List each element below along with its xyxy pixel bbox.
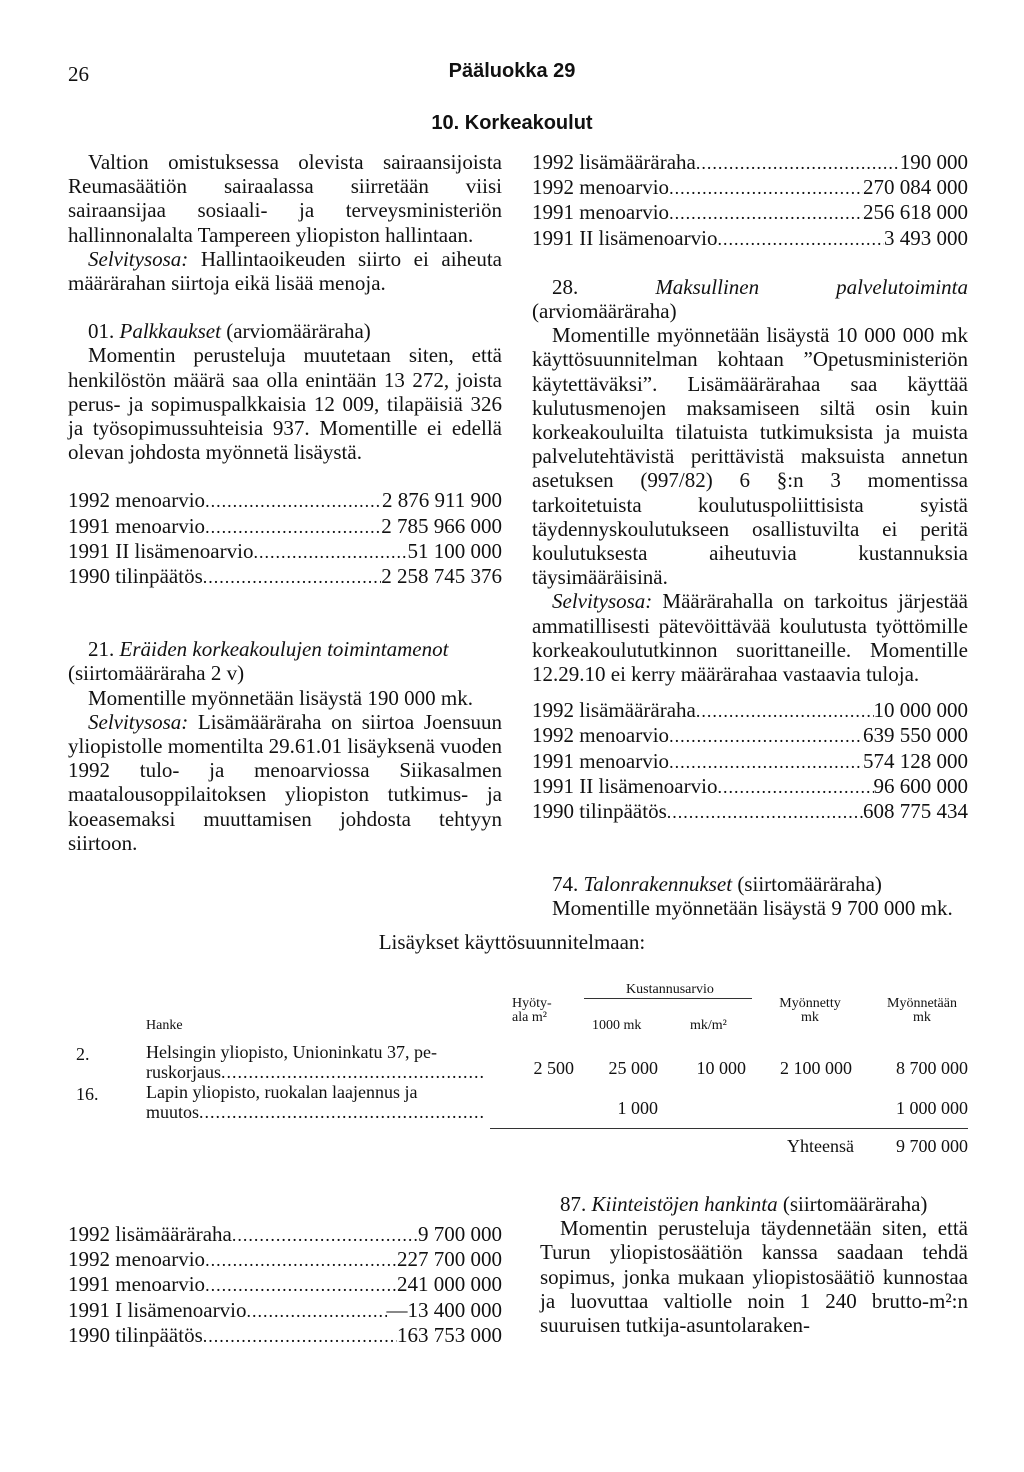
- figure-label: 1991 menoarvio: [532, 200, 670, 225]
- figure-value: 163 753 000: [397, 1322, 502, 1347]
- figure-label: 1991 I lisämenoarvio: [68, 1297, 247, 1322]
- figure-label: 1992 menoarvio: [68, 488, 206, 513]
- total-rule: [490, 1128, 968, 1129]
- figure-row: [68, 488, 502, 513]
- row-name-cont: ruskorjaus: [146, 1062, 221, 1082]
- table-title: Lisäykset käyttösuunnitelmaan:: [378, 930, 646, 954]
- figure-label: 1990 tilinpäätös: [532, 799, 667, 824]
- row-name-line1: Lapin yliopisto, ruokalan laajennus ja: [146, 1082, 418, 1102]
- item-type: (arviomääräraha): [532, 299, 677, 324]
- figure-row: [68, 514, 502, 539]
- header-mk-m2: mk/m²: [690, 1018, 727, 1033]
- figure-label: 1991 menoarvio: [532, 748, 670, 773]
- figure-label: 1991 II lisämenoarvio: [532, 225, 718, 250]
- figure-row: [68, 539, 502, 564]
- figure-row: [532, 175, 968, 200]
- page-number: 26: [68, 62, 89, 86]
- figure-row: [68, 1247, 502, 1272]
- row-1000mk: 1 000: [617, 1098, 658, 1118]
- item21-type: (siirtomääräraha 2 v): [68, 661, 245, 686]
- figure-value: —13 400 000: [386, 1297, 502, 1322]
- item21-figures: [532, 150, 968, 251]
- figure-label: 1990 tilinpäätös: [68, 1322, 203, 1347]
- item28-figures: [532, 698, 968, 824]
- item21-selvitys: [68, 710, 502, 855]
- figure-label: 1991 menoarvio: [68, 1272, 206, 1297]
- figure-row: [532, 200, 968, 225]
- figure-value: 639 550 000: [863, 723, 968, 748]
- figure-value: 3 493 000: [884, 225, 968, 250]
- header-myonnetty: Myönnetty: [779, 996, 841, 1011]
- figure-label: 1991 menoarvio: [68, 513, 206, 538]
- intro-paragraph: Valtion omistuksessa olevista sairaansijoista Reumasäätiön sairaalassa siirretään viisi sairaansijaa sosiaali- ja terveysministeriön hallinnonalalta Tampereen yliopiston hallintaan.: [68, 150, 502, 247]
- selvitys-label: Selvitysosa:: [552, 589, 653, 614]
- figure-row: [68, 1298, 502, 1323]
- header-myonnetaan: Myönnetään: [887, 996, 957, 1011]
- figure-label: 1992 lisämääräraha: [532, 698, 696, 723]
- figure-row: [68, 1222, 502, 1247]
- selvitys-text: Hallintaoikeuden siirto ei aiheuta määrärahan siirtoja eikä lisää menoja.: [68, 246, 502, 296]
- figure-value: 2 785 966 000: [381, 513, 502, 538]
- figure-row: [532, 150, 968, 175]
- item-type: (siirtomääräraha): [777, 1192, 928, 1216]
- header-myonnetty-unit: mk: [801, 1010, 819, 1025]
- selvitys-label: Selvitysosa:: [88, 709, 189, 734]
- item01-heading: [68, 319, 502, 343]
- header-hyotyala: Hyöty-: [512, 996, 552, 1011]
- item-number: 87.: [560, 1192, 587, 1216]
- figure-value: 608 775 434: [863, 799, 968, 824]
- running-title: Pääluokka 29: [448, 60, 576, 82]
- header-hyotyala-unit: ala m²: [512, 1010, 547, 1025]
- selvitys-label: Selvitysosa:: [88, 246, 189, 271]
- figure-label: 1992 menoarvio: [68, 1247, 206, 1272]
- item-number: 21.: [88, 637, 115, 662]
- figure-row: [532, 799, 968, 824]
- figure-row: [532, 774, 968, 799]
- row-name-cont: muutos: [146, 1102, 200, 1122]
- bottom-right-column: [540, 1192, 968, 1337]
- header-kustannusarvio: Kustannusarvio: [626, 982, 714, 997]
- item-number: 74.: [552, 872, 579, 897]
- header-rule: [584, 998, 752, 999]
- figure-label: 1990 tilinpäätös: [68, 564, 203, 589]
- item-number: 28.: [552, 274, 579, 299]
- bottom-left-figures: [68, 1222, 502, 1348]
- item-title: Maksullinen palvelutoiminta: [655, 274, 968, 299]
- left-column: [68, 150, 502, 855]
- item-title: Palkkaukset: [119, 319, 221, 344]
- item87-text: Momentin perusteluja täydennetään siten, että Turun yliopistosäätiön kanssa saadaan tehdä sopimus, jonka mukaan yliopistosäätiö kunnostaa ja luovuttaa valtiolle noin 1 240 brutto-m²:n suuruisen tutkija-asuntolaraken-: [540, 1216, 968, 1338]
- figure-value: 51 100 000: [407, 538, 502, 563]
- row-myonnetty: 2 100 000: [780, 1058, 852, 1078]
- figure-value: 9 700 000: [418, 1222, 502, 1246]
- header-hanke: Hanke: [146, 1018, 183, 1033]
- item28-text: Momentille myönnetään lisäystä 10 000 000 mk käyttösuunnitelman kohtaan ”Opetusministeriön käytettäväksi”. Lisämäärärahaa saa käyttää kulutusmenojen maksamiseen siltä osin kuin korkeakouluilta tilatuista tutkimuksista ja muista palvelutehtävistä perittävistä maksuista annetun asetuksen (997/82) 6 §:n 3 momentissa tarkoitetuista koulutuspoliittisista syistä täydennyskoulutukseen osallistuvilta ei peritä koulutuksesta aiheutuvia kustannuksia täysimääräisinä.: [532, 323, 968, 590]
- figure-value: 96 600 000: [873, 773, 968, 798]
- row-mk-m2: 10 000: [696, 1058, 746, 1078]
- figure-row: [532, 698, 968, 723]
- row-myonnetaan: 1 000 000: [896, 1098, 968, 1118]
- item01-figures: [68, 488, 502, 589]
- figure-value: 270 084 000: [863, 175, 968, 200]
- row-ala: 2 500: [533, 1058, 574, 1078]
- figure-label: 1992 menoarvio: [532, 723, 670, 748]
- figure-label: 1991 II lisämenoarvio: [532, 773, 718, 798]
- header-1000mk: 1000 mk: [592, 1018, 642, 1033]
- item-type: (arviomääräraha): [220, 319, 371, 344]
- figure-value: 256 618 000: [863, 200, 968, 225]
- row-number: 16.: [76, 1084, 99, 1104]
- figure-label: 1992 lisämääräraha: [532, 150, 696, 174]
- row-myonnetaan: 8 700 000: [896, 1058, 968, 1078]
- figure-row: [68, 564, 502, 589]
- item28-selvitys: [532, 589, 968, 686]
- row-number: 2.: [76, 1044, 90, 1064]
- item21-text: Momentille myönnetään lisäystä 190 000 mk.: [88, 685, 473, 710]
- figure-value: 190 000: [899, 150, 968, 174]
- item-title: Eräiden korkeakoulujen toimintamenot: [119, 637, 449, 662]
- item21-heading: [68, 637, 502, 661]
- figure-value: 2 258 745 376: [381, 564, 502, 589]
- item28-heading: [532, 275, 968, 323]
- figure-row: [532, 226, 968, 251]
- item74-heading: [532, 872, 968, 896]
- total-label: Yhteensä: [787, 1136, 854, 1156]
- item-title: Talonrakennukset: [583, 872, 733, 897]
- figure-label: 1992 lisämääräraha: [68, 1222, 232, 1246]
- figure-label: 1991 II lisämenoarvio: [68, 538, 254, 563]
- figure-value: 10 000 000: [873, 698, 968, 723]
- item74-text: Momentille myönnetään lisäystä 9 700 000 mk.: [552, 896, 953, 921]
- item-number: 01.: [88, 319, 115, 344]
- intro-selvitys: [68, 247, 502, 295]
- header-myonnetaan-unit: mk: [913, 1010, 931, 1025]
- selvitys-text: Lisämääräraha on siirtoa Joensuun yliopistolle momentilta 29.61.01 lisäyksenä vuoden 1992 tulo- ja menoarviossa Siikasalmen maatalousoppilaitoksen yliopiston tutkimus- ja koeasemaksi muuttamisen johdosta tehtyyn siirtoon.: [68, 709, 502, 855]
- item-type: (siirtomääräraha): [732, 872, 882, 897]
- right-column: [532, 150, 968, 921]
- item87-heading: [540, 1192, 968, 1216]
- item01-text: Momentin perusteluja muutetaan siten, että henkilöstön määrä saa olla enintään 13 272, joista perus- ja sopimuspalkkaisia 12 009, tilapäisiä 326 ja työsopimussuhteisia 937. Momentille ei edellä olevan johdosta myönnetä lisäystä.: [68, 343, 502, 465]
- row-name-line1: Helsingin yliopisto, Unioninkatu 37, pe-: [146, 1042, 437, 1062]
- figure-row: [532, 749, 968, 774]
- item-title: Kiinteistöjen hankinta: [591, 1192, 778, 1216]
- figure-value: 574 128 000: [863, 748, 968, 773]
- row-name-line2: [146, 1062, 486, 1082]
- total-value: 9 700 000: [896, 1136, 968, 1156]
- row-1000mk: 25 000: [608, 1058, 658, 1078]
- chapter-title: 10. Korkeakoulut: [431, 112, 593, 134]
- figure-row: [68, 1323, 502, 1348]
- selvitys-text: Määrärahalla on tarkoitus järjestää ammatillisesti pätevöittävää koulutusta työttömille korkeakoulututkinnon suorittaneille. Momentille 12.29.10 ei kerry määrärahaa vastaavia tuloja.: [532, 589, 968, 687]
- figure-label: 1992 menoarvio: [532, 175, 670, 200]
- figure-value: 227 700 000: [397, 1247, 502, 1272]
- row-name-line2: [146, 1102, 486, 1122]
- figure-value: 2 876 911 900: [382, 488, 502, 513]
- figure-row: [68, 1272, 502, 1297]
- figure-row: [532, 723, 968, 748]
- figure-value: 241 000 000: [397, 1272, 502, 1297]
